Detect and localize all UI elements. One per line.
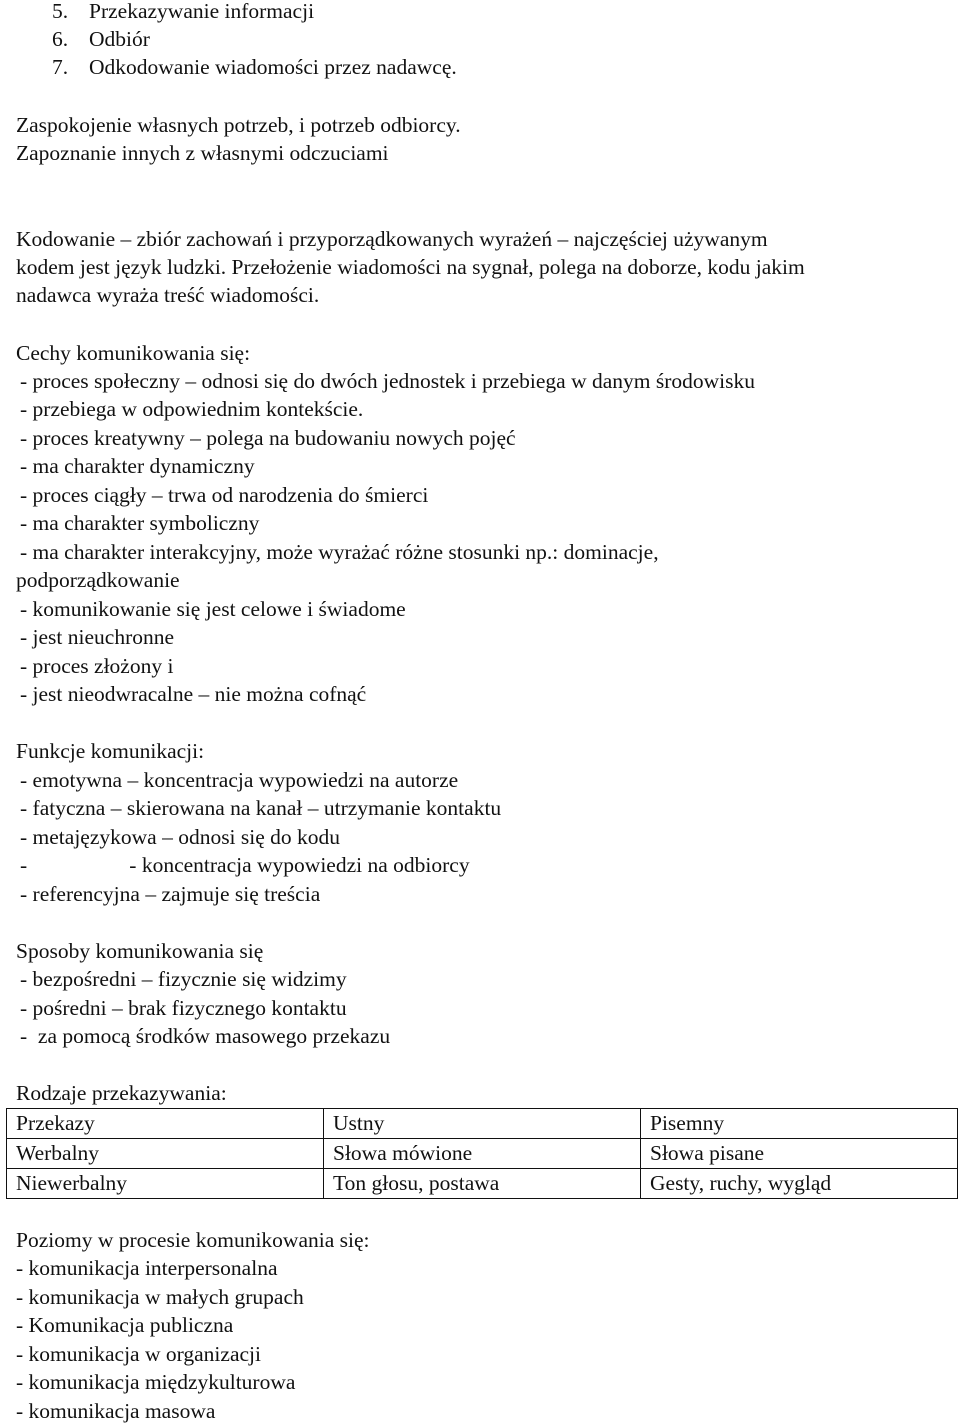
list-number: 5. bbox=[52, 0, 69, 23]
list-item: - jest nieuchronne bbox=[20, 625, 175, 649]
table-cell: Ustny bbox=[324, 1109, 641, 1139]
list-item: - Komunikacja publiczna bbox=[16, 1313, 234, 1337]
list-item: - proces społeczny – odnosi się do dwóch jednostek i przebiega w danym środowisku bbox=[20, 369, 756, 393]
section-heading-sposoby: Sposoby komunikowania się bbox=[16, 939, 264, 963]
table-cell: Gesty, ruchy, wygląd bbox=[641, 1169, 958, 1199]
list-item: - metajęzykowa – odnosi się do kodu bbox=[20, 825, 341, 849]
list-item: - fatyczna – skierowana na kanał – utrzymanie kontaktu bbox=[20, 796, 502, 820]
table-cell: Przekazy bbox=[7, 1109, 324, 1139]
list-item: - komunikacja w organizacji bbox=[16, 1342, 261, 1366]
list-item: Odbiór bbox=[89, 27, 150, 51]
section-heading-rodzaje: Rodzaje przekazywania: bbox=[16, 1081, 227, 1105]
list-item: - komunikacja w małych grupach bbox=[16, 1285, 304, 1309]
list-item: - proces złożony i bbox=[20, 654, 174, 678]
list-item: - przebiega w odpowiednim kontekście. bbox=[20, 397, 364, 421]
list-item: - komunikacja interpersonalna bbox=[16, 1256, 278, 1280]
list-item: - proces kreatywny – polega na budowaniu nowych pojęć bbox=[20, 426, 516, 450]
table-row bbox=[7, 1109, 958, 1139]
list-item: - jest nieodwracalne – nie można cofnąć bbox=[20, 682, 367, 706]
list-item: - pośredni – brak fizycznego kontaktu bbox=[20, 996, 347, 1020]
table-cell: Ton głosu, postawa bbox=[324, 1169, 641, 1199]
list-item-continuation: podporządkowanie bbox=[16, 568, 180, 592]
list-item: - - koncentracja wypowiedzi na odbiorcy bbox=[20, 853, 470, 877]
list-item: - komunikowanie się jest celowe i świadome bbox=[20, 597, 406, 621]
table-cell: Słowa pisane bbox=[641, 1139, 958, 1169]
rodzaje-table bbox=[6, 1108, 958, 1199]
paragraph-line: Zaspokojenie własnych potrzeb, i potrzeb odbiorcy. bbox=[16, 113, 461, 137]
list-item: - ma charakter dynamiczny bbox=[20, 454, 255, 478]
paragraph-line: Zapoznanie innych z własnymi odczuciami bbox=[16, 141, 389, 165]
list-item: - ma charakter symboliczny bbox=[20, 511, 260, 535]
list-item: - referencyjna – zajmuje się treścia bbox=[20, 882, 321, 906]
table-cell: Słowa mówione bbox=[324, 1139, 641, 1169]
list-item: Odkodowanie wiadomości przez nadawcę. bbox=[89, 55, 457, 79]
paragraph-line: nadawca wyraża treść wiadomości. bbox=[16, 283, 320, 307]
list-item: - za pomocą środków masowego przekazu bbox=[20, 1024, 391, 1048]
section-heading-cechy: Cechy komunikowania się: bbox=[16, 341, 251, 365]
table-row bbox=[7, 1139, 958, 1169]
table-row bbox=[7, 1169, 958, 1199]
paragraph-line: kodem jest język ludzki. Przełożenie wiadomości na sygnał, polega na doborze, kodu jakim bbox=[16, 255, 805, 279]
list-number: 6. bbox=[52, 27, 69, 51]
table-cell: Pisemny bbox=[641, 1109, 958, 1139]
list-item: - komunikacja masowa bbox=[16, 1399, 216, 1423]
section-heading-funkcje: Funkcje komunikacji: bbox=[16, 739, 205, 763]
list-item: - emotywna – koncentracja wypowiedzi na autorze bbox=[20, 768, 459, 792]
list-item: - bezpośredni – fizycznie się widzimy bbox=[20, 967, 347, 991]
table-cell: Werbalny bbox=[7, 1139, 324, 1169]
list-item: - ma charakter interakcyjny, może wyrażać różne stosunki np.: dominacje, bbox=[20, 540, 659, 564]
section-heading-poziomy: Poziomy w procesie komunikowania się: bbox=[16, 1228, 370, 1252]
list-item: Przekazywanie informacji bbox=[89, 0, 315, 23]
list-item: - komunikacja międzykulturowa bbox=[16, 1370, 296, 1394]
table-cell: Niewerbalny bbox=[7, 1169, 324, 1199]
paragraph-line: Kodowanie – zbiór zachowań i przyporządkowanych wyrażeń – najczęściej używanym bbox=[16, 227, 768, 251]
list-number: 7. bbox=[52, 55, 69, 79]
list-item: - proces ciągły – trwa od narodzenia do śmierci bbox=[20, 483, 429, 507]
